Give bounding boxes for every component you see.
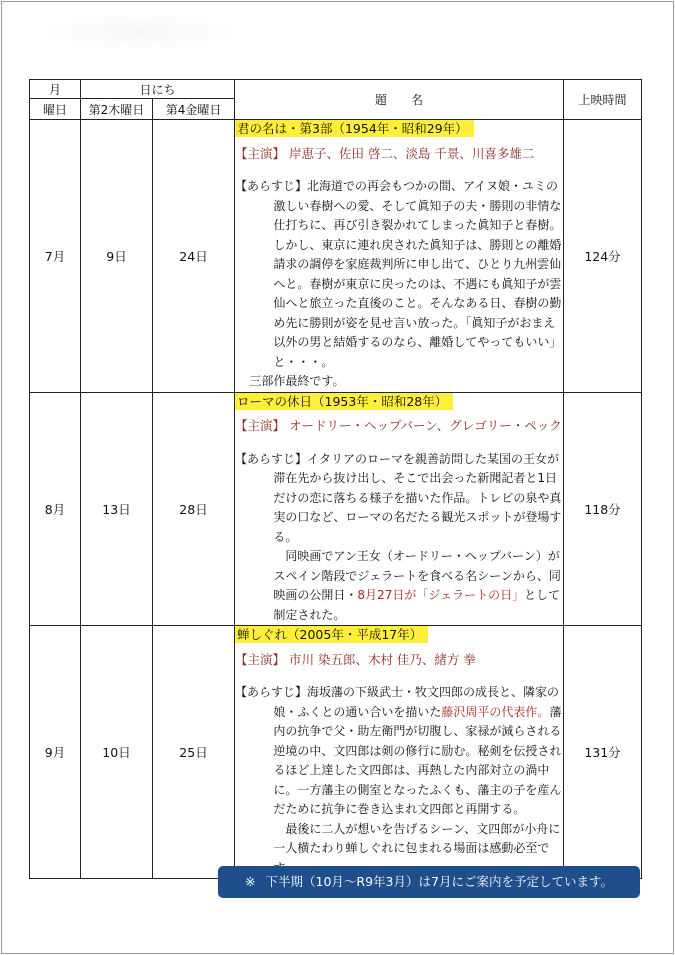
summary-text: イタリアのローマを親善訪問した某国の王女が滞在先から抜け出し、そこで出会った新聞記者と1日だけの恋に落ちる様子を描いた作品。トレビの泉や真実の口など、ローマの名だたる観光スポットが登場する。 <box>273 451 562 544</box>
row-month: 7月 <box>30 120 81 393</box>
notice-text: 下半期（10月～R9年3月）は7月にご案内を予定しています。 <box>265 874 613 889</box>
row-runtime: 118分 <box>564 392 642 626</box>
notice-banner <box>218 866 640 898</box>
row-thu2: 10日 <box>81 626 153 879</box>
summary <box>235 177 563 372</box>
header-date-group: 日にち <box>81 80 235 99</box>
scan-smudge <box>40 12 240 52</box>
film-title: 蝉しぐれ（2005年・平成17年） <box>235 626 428 643</box>
header-fri4: 第4金曜日 <box>153 99 235 120</box>
header-weekday: 曜日 <box>30 99 81 120</box>
header-thu2: 第2木曜日 <box>81 99 153 120</box>
cast-line: 【主演】 オードリー・ヘップバーン、グレゴリー・ペック <box>235 418 562 433</box>
summary-text-b: 藩内の抗争で父・助左衛門が切腹し、家禄が減らされる逆境の中、文四郎は剣の修行に励む。秘剣を伝授されるほど上達した文四郎は、再熱した内部対立の渦中に。一方藩主の側室となったふくも、藩主の子を産んだために抗争に巻き込まれ文四郎と再開する。 <box>273 704 562 816</box>
schedule-table <box>29 79 642 879</box>
film-title: ローマの休日（1953年・昭和28年） <box>235 393 453 410</box>
summary-extra-a: 同映画でアン王女（オードリー・ヘップバーン）がスペイン階段でジェラートを食べる名シーンから、同映画の公開日・ <box>273 549 561 602</box>
header-title: 題 名 <box>235 80 564 120</box>
summary-extra: 最後に二人が想いを告げるシーン、文四郎が小舟に一人横たわり蝉しぐれに包まれる場面は感動必至で <box>273 821 561 855</box>
row-fri4: 24日 <box>153 120 235 393</box>
row-fri4: 28日 <box>153 392 235 626</box>
row-content <box>235 392 564 626</box>
row-runtime: 124分 <box>564 120 642 393</box>
row-month: 9月 <box>30 626 81 879</box>
table-row <box>30 120 642 393</box>
table-row <box>30 626 642 879</box>
notice-mark: ※ <box>245 874 256 889</box>
summary-label: 【あらすじ】 <box>235 451 308 466</box>
film-title: 君の名は・第3部（1954年・昭和29年） <box>235 120 474 137</box>
row-thu2: 9日 <box>81 120 153 393</box>
row-runtime: 131分 <box>564 626 642 879</box>
cast-line: 【主演】 岸恵子、佐田 啓二、淡島 千景、川喜多雄二 <box>235 145 535 161</box>
header-runtime: 上映時間 <box>564 80 642 120</box>
summary-label: 【あらすじ】 <box>235 685 308 699</box>
summary <box>235 450 563 548</box>
row-thu2: 13日 <box>81 392 153 626</box>
cast-line: 【主演】 市川 染五郎、木村 佳乃、緒方 拳 <box>235 651 476 667</box>
row-content <box>235 626 564 879</box>
row-content <box>235 120 564 393</box>
summary-text-a: 海坂藩の下級武士・牧文四郎の成長と、隣家の娘・ふくとの通い合いを描いた <box>273 685 560 719</box>
row-month: 8月 <box>30 392 81 626</box>
author-highlight: 藤沢周平の代表作。 <box>441 704 550 719</box>
summary-text: 北海道での再会もつかの間、アイヌ娘・ユミの激しい春樹への愛、そして眞知子の夫・勝則の非情な仕打ちに、再び引き裂かれてしまった眞知子と春樹。しかし、東京に連れ戻された眞知子は、勝則との離婚請求の調停を家庭裁判所に申し出て、ひとり九州雲仙へと。春樹が東京に戻ったのは、不遇にも眞知子が雲仙へと旅立った直後のこと。そんなある日、春樹の勤め先に勝則が姿を見せ言い放った。「眞知子がおまえ以外の男と結婚するのなら、離婚してやってもいい」と・・・。 <box>273 179 562 369</box>
summary-extra-b: として制定された。 <box>273 588 561 622</box>
summary-label: 【あらすじ】 <box>235 179 308 193</box>
summary-extra: 三部作最終です。 <box>249 374 345 388</box>
row-fri4: 25日 <box>153 626 235 879</box>
header-month: 月 <box>30 80 81 99</box>
summary-extra <box>235 547 563 625</box>
header-row-1 <box>30 80 642 99</box>
table-row <box>30 392 642 626</box>
summary <box>235 683 563 820</box>
gelato-day-highlight: 8月27日が「ジェラートの日」 <box>357 588 525 602</box>
